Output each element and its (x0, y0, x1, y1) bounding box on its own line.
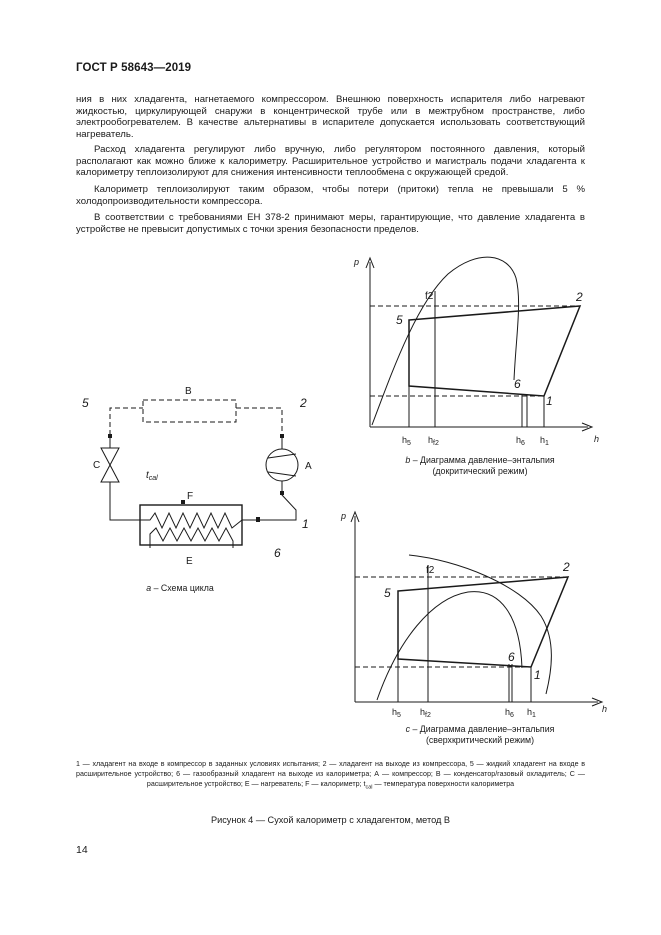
caption-c: c – Диаграмма давление–энтальпия (сверхкритический режим) (405, 724, 555, 745)
label-c: С (93, 460, 101, 471)
cycle-polygon (398, 577, 568, 667)
axis-p-label: p (341, 511, 347, 521)
tick-h6: $h_6$ (505, 707, 514, 719)
axis-h-label: h (602, 704, 608, 714)
axis-h-label: h (594, 434, 600, 444)
tick-h5: $h_5$ (402, 435, 411, 447)
point-6-label: 6 (274, 546, 281, 560)
point-1-label: 1 (302, 517, 309, 531)
point-2-label: 2 (563, 560, 570, 574)
point-2-label: 2 (300, 396, 307, 410)
point-5-label: 5 (396, 313, 403, 327)
page-number: 14 (76, 844, 88, 856)
tick-h1: $h_1$ (527, 707, 536, 719)
figure-title: Рисунок 4 — Сухой калориметр с хладагентом, метод В (210, 815, 451, 825)
label-a: А (305, 461, 312, 472)
label-e: E (186, 556, 193, 567)
paragraph: Расход хладагента регулируют либо вручную, либо регулятором постоянного давления, который располагают как можно ближе к калориметру. Расширительное устройство и магистраль подачи хладагента к калориметру теплоизолируют для снижения интенсивности теплообмена с окружающей средой. (76, 144, 585, 179)
point-1-label: 1 (534, 668, 541, 682)
tcal-label: $t_{cal}$ (146, 470, 158, 482)
point-1-label: 1 (546, 394, 553, 408)
caption-b: b – Диаграмма давление–энтальпия (докритический режим) (405, 455, 555, 476)
point-f2-label: f2 (425, 291, 434, 302)
point-6-label: 6 (508, 650, 515, 664)
label-f: F (187, 491, 194, 502)
point-6-label: 6 (514, 377, 521, 391)
tick-hf2: $h_{f2}$ (420, 707, 431, 719)
point-f2-label: f2 (426, 565, 435, 576)
point-2-label: 2 (576, 290, 583, 304)
paragraph: В соответствии с требованиями ЕН 378-2 принимают меры, гарантирующие, что давление хладагента в устройстве не превысит допустимых с точки зрения безопасности пределов. (76, 212, 585, 235)
point-5-label: 5 (82, 396, 89, 410)
paragraph: Калориметр теплоизолируют таким образом, чтобы потери (притоки) тепла не превышали 5 % холодопроизводительности компрессора. (76, 184, 585, 207)
caption-a: a – Схема цикла (146, 583, 214, 593)
tick-hf2: $h_{f2}$ (428, 435, 439, 447)
axis-p-label: p (354, 257, 360, 267)
point-5-label: 5 (384, 586, 391, 600)
tick-h6: $h_6$ (516, 435, 525, 447)
document-header: ГОСТ Р 58643—2019 (76, 62, 192, 74)
label-b: В (185, 386, 192, 397)
paragraph: ния в них хладагента, нагнетаемого компрессором. Внешнюю поверхность испарителя либо нагревают жидкостью, циркулирующей снаружи в концентрической трубе или в межтрубном пространстве, либо электрообогревателем. В качестве альтернативы в испарителе допускается использовать соответствующий нагреватель. (76, 94, 585, 141)
figure-legend: 1 — хладагент на входе в компрессор в заданных условиях испытания; 2 — хладагент на выходе из компрессора, 5 — жидкий хладагент на входе в расширительное устройство; 6 — газообразный хладагент на выходе из калориметра; А — компрессор; В — конденсатор/газовый охладитель; С — расширительное устройство; Е — нагреватель; F — калориметр; $t_{cal}$ — температура поверхности калориметра (76, 760, 585, 790)
tick-h5: $h_5$ (392, 707, 401, 719)
tick-h1: $h_1$ (540, 435, 549, 447)
